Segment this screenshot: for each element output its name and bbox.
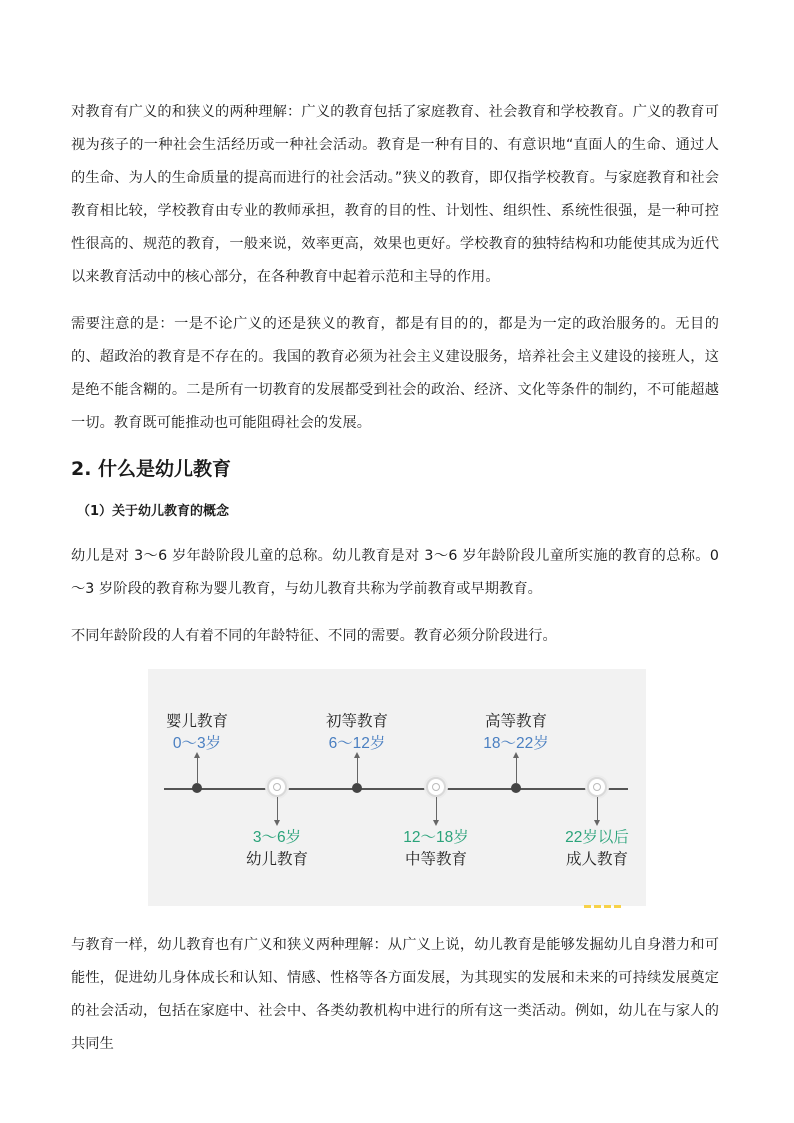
stage-age: 18～22岁 (483, 735, 549, 752)
stage-adult (537, 827, 657, 871)
stage-age: 12～18岁 (403, 829, 469, 846)
arrow-up-icon (357, 757, 358, 783)
stage-primary (297, 711, 417, 755)
paragraph-early-education: 与教育一样，幼儿教育也有广义和狭义两种理解：从广义上说，幼儿教育是能够发掘幼儿自身潜力和可能性，促进幼儿身体成长和认知、情感、性格等各方面发展，为其现实的发展和未来的可持续发展奠定的社会活动，包括在家庭中、社会中、各类幼教机构中进行的所有这一类活动。例如，幼儿在与家人的共同生 (71, 937, 719, 1052)
decorative-mark (584, 905, 624, 908)
arrow-down-icon (277, 797, 278, 821)
timeline-dot (511, 783, 521, 793)
stage-name: 中等教育 (404, 851, 467, 868)
section-title: 2. 什么是幼儿教育 (71, 458, 232, 480)
stage-age: 3～6岁 (252, 829, 302, 846)
document-body-continued (71, 929, 719, 1075)
timeline-ring (426, 777, 446, 797)
stage-name: 幼儿教育 (245, 851, 308, 868)
stage-infant (137, 711, 257, 755)
education-stages-timeline (148, 669, 646, 906)
timeline-dot (192, 783, 202, 793)
stage-age: 22岁以后 (565, 829, 629, 846)
paragraph-broad-narrow: 对教育有广义的和狭义的两种理解：广义的教育包括了家庭教育、社会教育和学校教育。广义的教育可视为孩子的一种社会生活经历或一种社会活动。教育是一种有目的、有意识地“直面人的生命、通过人的生命、为人的生命质量的提高而进行的社会活动。”狭义的教育，即仅指学校教育。与家庭教育和社会教育相比较，学校教育由专业的教师承担，教育的目的性、计划性、组织性、系统性很强，是一种可控性很高的、规范的教育，一般来说，效率更高，效果也更好。学校教育的独特结构和功能使其成为近代以来教育活动中的核心部分，在各种教育中起着示范和主导的作用。 (71, 104, 719, 285)
stage-name: 成人教育 (565, 851, 628, 868)
stage-name: 高等教育 (484, 713, 547, 730)
timeline-dot (352, 783, 362, 793)
arrow-down-icon (436, 797, 437, 821)
stage-name: 初等教育 (325, 713, 388, 730)
paragraph-stages: 不同年龄阶段的人有着不同的年龄特征、不同的需要。教育必须分阶段进行。 (71, 628, 557, 644)
paragraph-definition: 幼儿是对 3～6 岁年龄阶段儿童的总称。幼儿教育是对 3～6 岁年龄阶段儿童所实施的教育的总称。0～3 岁阶段的教育称为婴儿教育，与幼儿教育共称为学前教育或早期教育。 (71, 548, 719, 597)
stage-preschool (217, 827, 337, 871)
document-body (71, 96, 719, 667)
sub-title: （1）关于幼儿教育的概念 (77, 504, 230, 519)
stage-age: 0～3岁 (172, 735, 222, 752)
timeline-ring (587, 777, 607, 797)
stage-higher (456, 711, 576, 755)
timeline-axis (164, 788, 628, 790)
paragraph-notes: 需要注意的是：一是不论广义的还是狭义的教育，都是有目的的，都是为一定的政治服务的。无目的的、超政治的教育是不存在的。我国的教育必须为社会主义建设服务，培养社会主义建设的接班人，这是绝不能含糊的。二是所有一切教育的发展都受到社会的政治、经济、文化等条件的制约，不可能超越一切。教育既可能推动也可能阻碍社会的发展。 (71, 316, 719, 431)
arrow-up-icon (516, 757, 517, 783)
stage-secondary (376, 827, 496, 871)
timeline-ring (267, 777, 287, 797)
arrow-up-icon (197, 757, 198, 783)
stage-name: 婴儿教育 (165, 713, 228, 730)
stage-age: 6～12岁 (328, 735, 386, 752)
arrow-down-icon (597, 797, 598, 821)
